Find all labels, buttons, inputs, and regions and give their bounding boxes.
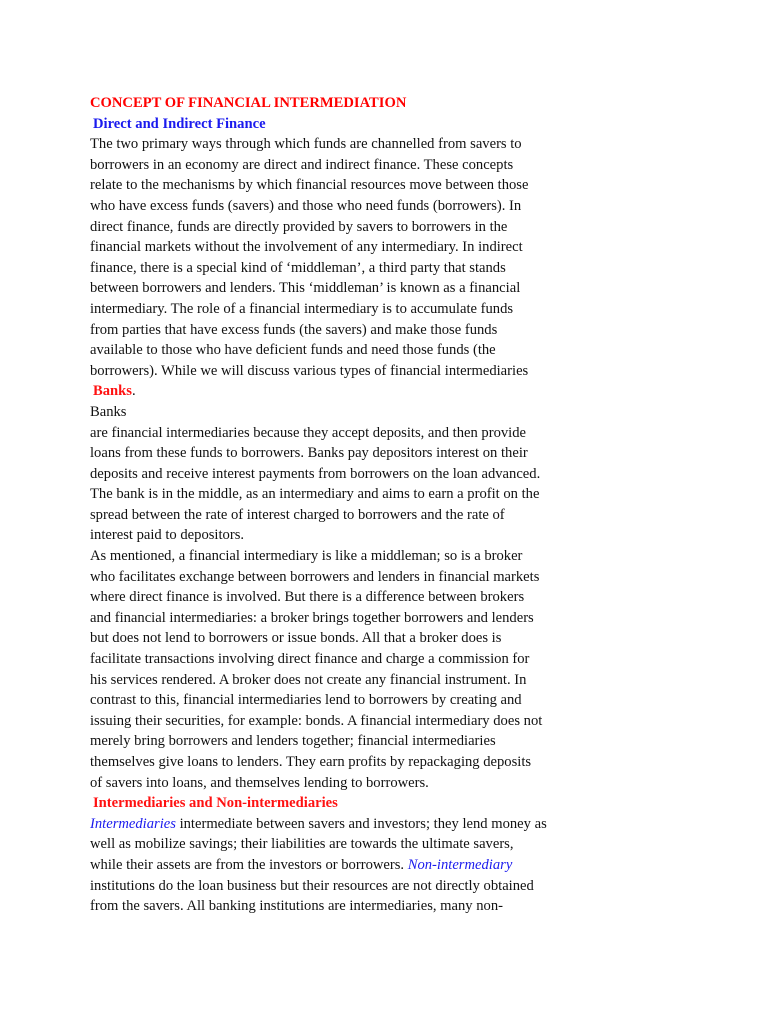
section1-line: from parties that have excess funds (the savers) and make those funds xyxy=(90,321,498,338)
section3-line-3-start: while their assets are from the investors or borrowers. xyxy=(90,856,408,873)
banks-heading-label: Banks xyxy=(93,383,132,400)
section3-line-3 xyxy=(90,855,570,876)
section1-line: borrowers in an economy are direct and indirect finance. These concepts xyxy=(90,156,514,173)
section2-line: but does not lend to borrowers or issue bonds. All that a broker does is xyxy=(90,630,502,647)
section3-paragraph xyxy=(90,814,570,917)
section2-line: his services rendered. A broker does not create any financial instrument. In xyxy=(90,671,527,688)
section2-line: As mentioned, a financial intermediary is like a middleman; so is a broker xyxy=(90,548,523,565)
section2-line: of savers into loans, and themselves lending to borrowers. xyxy=(90,774,429,791)
section1-line: who have excess funds (savers) and those who need funds (borrowers). In xyxy=(90,197,522,214)
section3-line-1-rest: intermediate between savers and investors; they lend money as xyxy=(175,815,547,832)
section2-line: where direct finance is involved. But there is a difference between brokers xyxy=(90,589,525,606)
section2-line: facilitate transactions involving direct finance and charge a commission for xyxy=(90,651,530,668)
section3-line-5: from the savers. All banking institutions are intermediaries, many non- xyxy=(90,898,503,915)
section1-line: finance, there is a special kind of ‘middleman’, a third party that stands xyxy=(90,259,506,276)
section2-line: are financial intermediaries because they accept deposits, and then provide xyxy=(90,424,527,441)
section1-line: relate to the mechanisms by which financial resources move between those xyxy=(90,177,529,194)
section2-line: spread between the rate of interest charged to borrowers and the rate of xyxy=(90,506,505,523)
term-non-intermediary: Non-intermediary xyxy=(407,856,513,873)
section1-line: between borrowers and lenders. This ‘middleman’ is known as a financial xyxy=(90,280,521,297)
section-heading-direct-indirect-finance: Direct and Indirect Finance xyxy=(93,115,266,132)
term-intermediaries: Intermediaries xyxy=(90,815,176,832)
section2-line: loans from these funds to borrowers. Banks pay depositors interest on their xyxy=(90,445,528,462)
section2-line: merely bring borrowers and lenders together; financial intermediaries xyxy=(90,733,496,750)
section1-paragraph xyxy=(90,134,570,381)
section1-line: financial markets without the involvement of any intermediary. In indirect xyxy=(90,239,523,256)
section1-line: intermediary. The role of a financial intermediary is to accumulate funds xyxy=(90,300,514,317)
section2-line: and financial intermediaries: a broker brings together borrowers and lenders xyxy=(90,609,534,626)
document-title: CONCEPT OF FINANCIAL INTERMEDIATION xyxy=(90,95,407,111)
section-heading-banks xyxy=(90,381,570,402)
section3-line-2: well as mobilize savings; their liabilities are towards the ultimate savers, xyxy=(90,836,514,853)
section2-line: contrast to this, financial intermediaries lend to borrowers by creating and xyxy=(90,692,522,709)
banks-heading-tail: . xyxy=(131,383,136,400)
section1-line: The two primary ways through which funds are channelled from savers to xyxy=(90,136,522,153)
section1-line: direct finance, funds are directly provided by savers to borrowers in the xyxy=(90,218,508,235)
section2-line: deposits and receive interest payments from borrowers on the loan advanced. xyxy=(90,465,541,482)
section3-line-4: institutions do the loan business but their resources are not directly obtained xyxy=(90,877,534,894)
section2-line: who facilitates exchange between borrowers and lenders in financial markets xyxy=(90,568,540,585)
section2-paragraph xyxy=(90,402,570,793)
section-heading-intermediaries: Intermediaries and Non-intermediaries xyxy=(93,795,338,812)
section1-line: borrowers). While we will discuss various types of financial intermediaries xyxy=(90,362,529,379)
document-page xyxy=(90,93,570,917)
section2-line: The bank is in the middle, as an intermediary and aims to earn a profit on the xyxy=(90,486,540,503)
section1-line: available to those who have deficient funds and need those funds (the xyxy=(90,342,496,359)
section2-line: Banks xyxy=(90,403,127,420)
section2-line: issuing their securities, for example: bonds. A financial intermediary does not xyxy=(90,712,543,729)
section3-line-1 xyxy=(90,814,570,835)
section2-line: themselves give loans to lenders. They earn profits by repackaging deposits xyxy=(90,754,532,770)
section2-line: interest paid to depositors. xyxy=(90,527,245,544)
